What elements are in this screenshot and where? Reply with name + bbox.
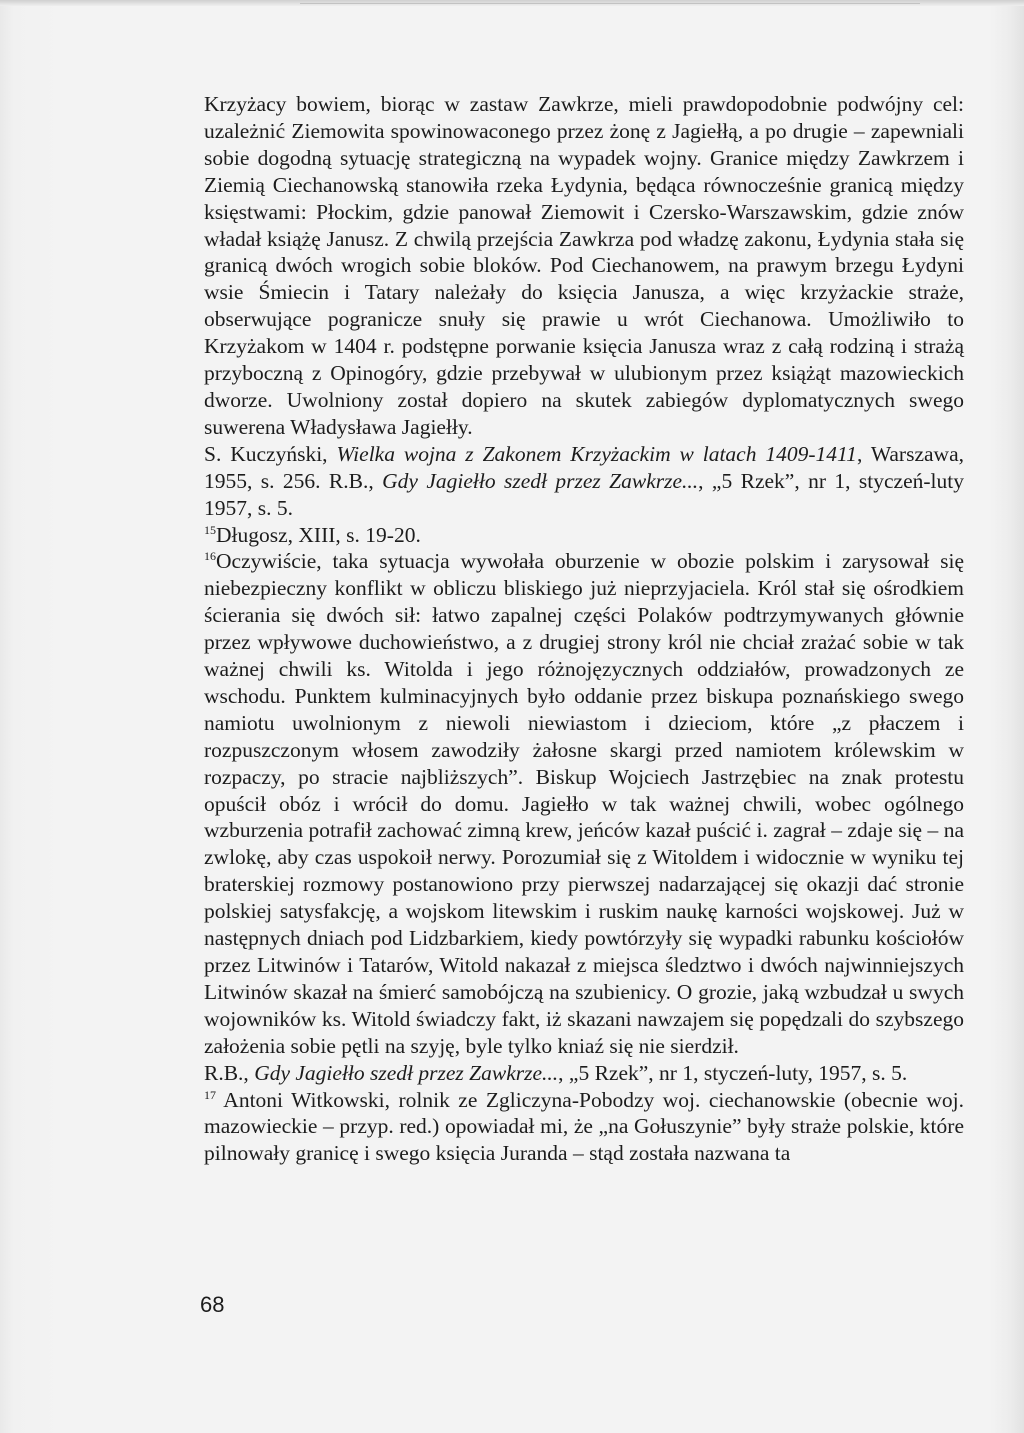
paragraph xyxy=(204,441,964,522)
italic-title: Wielka wojna z Zakonem Krzyżackim w latach 1409-1411 xyxy=(336,441,857,466)
footnote-number: 17 xyxy=(204,1087,216,1102)
text-run: Antoni Witkowski, rolnik ze Zgliczyna-Pobodzy woj. ciechanowskie (obecnie woj. mazowieckie – przyp. red.) opowiadał mi, że „na Gołuszynie” były straże polskie, które pilnowały granicę i swego księcia Juranda – stąd została nazwana ta xyxy=(204,1087,964,1166)
text-run: Krzyżacy bowiem, biorąc w zastaw Zawkrze, mieli prawdopodobnie podwójny cel: uzależnić Ziemowita spowinowaconego przez żonę z Jagiełłą, a po drugie – zapewniali sobie dogodną sytuację strategiczną na wypadek wojny. Granice między Zawkrzem i Ziemią Ciechanowską stanowiła rzeka Łydynia, będąca równocześnie granicą między księstwami: Płockim, gdzie panował Ziemowit i Czersko-Warszawskim, gdzie znów władał książę Janusz. Z chwilą przejścia Zawkrza pod władzę zakonu, Łydynia stała się granicą dwóch wrogich sobie bloków. Pod Ciechanowem, na prawym brzegu Łydyni wsie Śmiecin i Tatary należały do księcia Janusza, a więc krzyżackie straże, obserwujące pogranicze snuły się prawie u wrót Ciechanowa. Umożliwiło to Krzyżakom w 1404 r. podstępne porwanie księcia Janusza wraz z całą rodziną i strażą przyboczną z Opinogóry, gdzie przebywał w ulubionym przez książąt mazowieckich dworze. Uwolniony został dopiero na skutek zabiegów dyplomatycznych swego suwerena Władysława Jagiełły. xyxy=(204,92,964,439)
text-run: , Warszawa, 1955, s. 256. R.B., xyxy=(204,441,964,493)
paragraph xyxy=(204,91,964,441)
italic-title: Gdy Jagiełło szedł przez Zawkrze... xyxy=(382,468,699,493)
paragraph xyxy=(204,1060,964,1087)
text-run: Oczywiście, taka sytuacja wywołała oburzenie w obozie polskim i zarysował się niebezpieczny konflikt w obliczu bliskiego już nieprzyjaciela. Król stał się ośrodkiem ścierania się dwóch sił: łatwo zapalnej części Polaków podtrzymywanych głównie przez wpływowe duchowieństwo, a z drugiej strony król nie chciał zrażać sobie w tak ważnej chwili ks. Witolda i jego różnojęzycznych oddziałów, prowadzonych ze wschodu. Punktem kulminacyjnych było oddanie przez biskupa poznańskiego swego namiotu uwolnionym z niewoli niewiastom i dzieciom, które „z płaczem i rozpuszczonym włosem zawodziły żałosne skargi przed namiotem królewskim w rozpaczy, po stracie najbliższych”. Biskup Wojciech Jastrzębiec na znak protestu opuścił obóz i wrócił do domu. Jagiełło w tak ważnej chwili, wobec ogólnego wzburzenia potrafił zachować zimną krew, jeńców kazał puścić i. zagrał – zdaje się – na zwlokę, aby czas uspokoił nerwy. Porozumiał się z Witoldem i widocznie w wyniku tej braterskiej rozmowy postanowiono przy pierwszej nadarzającej się okazji dać stronie polskiej satysfakcję, a wojskom litewskim i ruskim naukę karności wojskowej. Już w następnych dniach pod Lidzbarkiem, kiedy powtórzyły się wypadki rabunku kościołów przez Litwinów i Tatarów, Witold nakazał z miejsca śledztwo i dwóch najwinniejszych Litwinów skazał na śmierć samobójczą na szubienicy. O grozie, jaką wzbudzał u swych wojowników ks. Witold świadczy fakt, iż skazani nawzajem się popędzali do szybszego założenia sobie pętli na szyję, byle tylko kniaź się nie sierdził. xyxy=(204,549,964,1058)
footnote-number: 15 xyxy=(204,522,216,537)
text-run: R.B., xyxy=(204,1060,255,1085)
footnote-number: 16 xyxy=(204,549,216,564)
text-run: , „5 Rzek”, nr 1, styczeń-luty, 1957, s. 5. xyxy=(558,1060,908,1085)
text-run: S. Kuczyński, xyxy=(204,441,337,466)
italic-title: Gdy Jagiełło szedł przez Zawkrze... xyxy=(254,1060,559,1085)
paragraph xyxy=(204,522,964,549)
page-number: 68 xyxy=(200,1292,225,1317)
text-run: , „5 Rzek”, nr 1, styczeń-luty 1957, s. 5. xyxy=(204,468,964,520)
paragraph xyxy=(204,548,964,1059)
text-run: Długosz, XIII, s. 19-20. xyxy=(216,522,421,547)
paragraph xyxy=(204,1087,964,1168)
scan-artifact-line xyxy=(300,3,920,4)
page-body-text xyxy=(204,91,964,1167)
